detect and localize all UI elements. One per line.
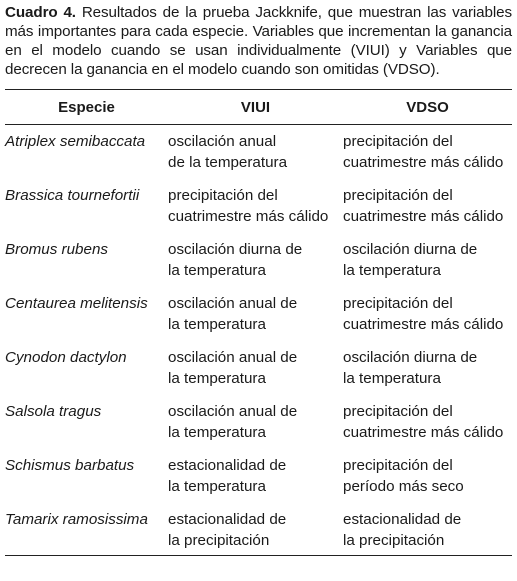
viui-cell: [168, 341, 343, 395]
results-table-body: [5, 125, 512, 555]
vdso-line: precipitación del: [343, 403, 453, 420]
vdso-line: cuatrimestre más cálido: [343, 424, 504, 441]
vdso-cell: [343, 341, 512, 395]
viui-line: oscilación anual: [168, 133, 277, 150]
viui-line: la temperatura: [168, 478, 266, 495]
vdso-line: cuatrimestre más cálido: [343, 316, 504, 333]
results-table: [5, 90, 512, 124]
viui-cell: [168, 287, 343, 341]
species-cell: Salsola tragus: [5, 403, 102, 420]
vdso-line: precipitación del: [343, 187, 453, 204]
table-row: [5, 395, 512, 449]
vdso-line: precipitación del: [343, 457, 453, 474]
viui-line: oscilación diurna de: [168, 241, 303, 258]
table-row: [5, 179, 512, 233]
viui-cell: [168, 449, 343, 503]
viui-cell: [168, 395, 343, 449]
viui-line: precipitación del: [168, 187, 278, 204]
viui-line: de la temperatura: [168, 154, 288, 171]
vdso-line: oscilación diurna de: [343, 241, 478, 258]
viui-cell: [168, 233, 343, 287]
viui-cell: [168, 179, 343, 233]
table-caption: [5, 3, 512, 79]
table-row: [5, 449, 512, 503]
vdso-cell: [343, 233, 512, 287]
viui-line: la temperatura: [168, 424, 266, 441]
vdso-cell: [343, 287, 512, 341]
vdso-line: período más seco: [343, 478, 464, 495]
vdso-cell: [343, 125, 512, 179]
viui-line: oscilación anual de: [168, 295, 298, 312]
viui-cell: [168, 125, 343, 179]
vdso-cell: [343, 503, 512, 555]
viui-line: estacionalidad de: [168, 511, 287, 528]
viui-line: cuatrimestre más cálido: [168, 208, 329, 225]
table-row: [5, 125, 512, 179]
table-row: [5, 341, 512, 395]
viui-line: oscilación anual de: [168, 349, 298, 366]
viui-line: estacionalidad de: [168, 457, 287, 474]
header-viui: VIUI: [240, 98, 271, 116]
vdso-cell: [343, 395, 512, 449]
table-row: [5, 503, 512, 555]
viui-line: la precipitación: [168, 532, 270, 549]
viui-line: la temperatura: [168, 316, 266, 333]
table-row: [5, 233, 512, 287]
vdso-line: la precipitación: [343, 532, 445, 549]
viui-line: oscilación anual de: [168, 403, 298, 420]
vdso-line: cuatrimestre más cálido: [343, 208, 504, 225]
species-cell: Centaurea melitensis: [5, 295, 148, 312]
species-cell: Schismus barbatus: [5, 457, 135, 474]
caption-label: Cuadro 4.: [5, 4, 76, 21]
header-especie: Especie: [58, 98, 115, 116]
species-cell: Cynodon dactylon: [5, 349, 127, 366]
viui-line: la temperatura: [168, 370, 266, 387]
vdso-line: precipitación del: [343, 133, 453, 150]
table-bottom-rule: [5, 555, 512, 556]
header-vdso: VDSO: [406, 98, 449, 116]
vdso-cell: [343, 449, 512, 503]
caption-text: Resultados de la prueba Jackknife, que muestran las variables más importantes para cada especie. Variables que incrementan la ganancia en el modelo cuando se usan individualmente (VIUI) y Variables que decrecen la ganancia en el modelo cuando son omitidas (VDSO).: [5, 4, 512, 78]
table-row: [5, 287, 512, 341]
vdso-line: estacionalidad de: [343, 511, 462, 528]
viui-cell: [168, 503, 343, 555]
species-cell: Bromus rubens: [5, 241, 108, 258]
vdso-line: la temperatura: [343, 370, 441, 387]
species-cell: Tamarix ramosissima: [5, 511, 148, 528]
vdso-cell: [343, 179, 512, 233]
vdso-line: oscilación diurna de: [343, 349, 478, 366]
vdso-line: cuatrimestre más cálido: [343, 154, 504, 171]
viui-line: la temperatura: [168, 262, 266, 279]
species-cell: Brassica tournefortii: [5, 187, 140, 204]
species-cell: Atriplex semibaccata: [5, 133, 146, 150]
table-header-row: [5, 90, 512, 124]
vdso-line: la temperatura: [343, 262, 441, 279]
vdso-line: precipitación del: [343, 295, 453, 312]
